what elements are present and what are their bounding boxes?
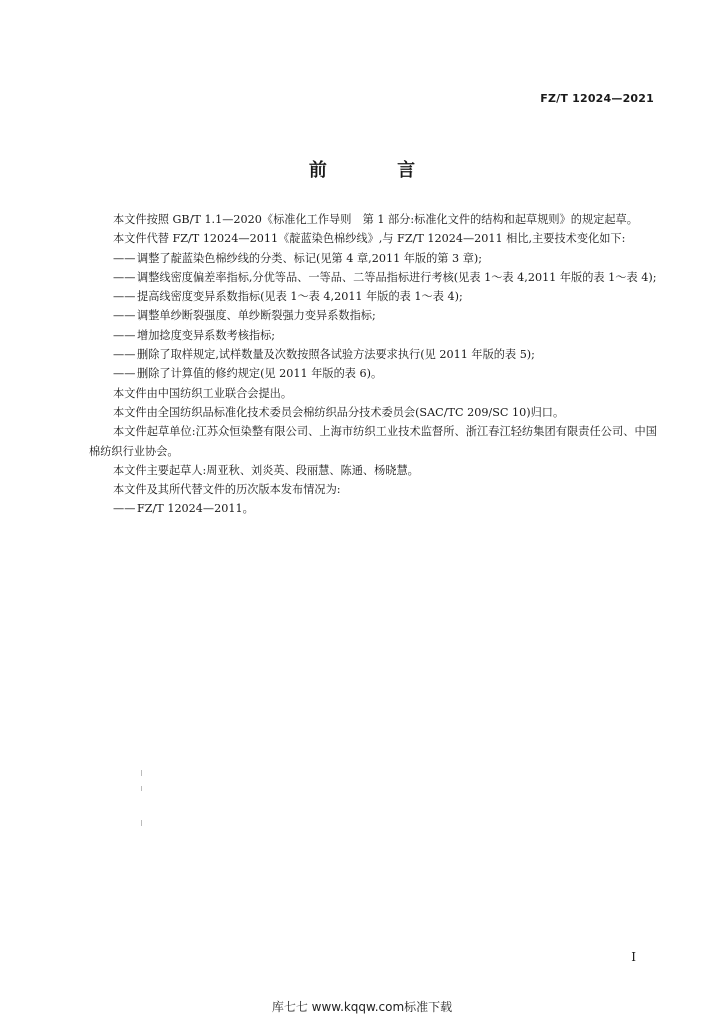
scan-artifact: [141, 820, 142, 826]
paragraph-committee: 本文件由全国纺织品标准化技术委员会棉纺织品分技术委员会(SAC/TC 209/SC 10)归口。: [113, 405, 565, 419]
history-item: [89, 499, 657, 518]
dash-marker: ——: [113, 367, 136, 381]
change-item: [89, 326, 657, 345]
paragraph-history-intro: 本文件及其所代替文件的历次版本发布情况为:: [113, 483, 341, 497]
change-item-text: 增加捻度变异系数考核指标;: [137, 328, 276, 342]
change-item-text: 删除了取样规定,试样数量及次数按照各试验方法要求执行(见 2011 年版的表 5);: [137, 348, 535, 362]
document-code: FZ/T 12024—2021: [540, 92, 654, 105]
page-title: 前 言: [308, 160, 448, 181]
history-item-text: FZ/T 12024—2011。: [137, 502, 254, 516]
dash-marker: ——: [113, 348, 136, 362]
dash-marker: ——: [113, 251, 136, 265]
change-item: [89, 287, 657, 306]
change-item: [89, 306, 657, 325]
foreword-body: [89, 210, 657, 519]
dash-marker: ——: [113, 309, 136, 323]
paragraph-drafting-rules: 本文件按照 GB/T 1.1—2020《标准化工作导则 第 1 部分:标准化文件的结构和起草规则》的规定起草。: [113, 213, 638, 226]
scan-artifact: [141, 786, 142, 791]
change-item-text: 删除了计算值的修约规定(见 2011 年版的表 6)。: [137, 367, 383, 381]
page-number: I: [631, 950, 636, 964]
scan-artifact: [141, 770, 142, 776]
change-item: [89, 364, 657, 383]
dash-marker: ——: [113, 290, 136, 304]
change-item: [89, 268, 657, 287]
paragraph-drafters: 本文件主要起草人:周亚秋、刘炎英、段丽慧、陈通、杨晓慧。: [113, 463, 419, 477]
footer-watermark: 库七七 www.kqqw.com标准下载: [271, 1000, 453, 1014]
change-item-text: 提高线密度变异系数指标(见表 1～表 4,2011 年版的表 1～表 4);: [137, 290, 463, 304]
change-item-text: 调整线密度偏差率指标,分优等品、一等品、二等品指标进行考核(见表 1～表 4,2011 年版的表 1～表 4);: [137, 270, 657, 284]
paragraph-replacement: 本文件代替 FZ/T 12024—2011《靛蓝染色棉纱线》,与 FZ/T 12024—2011 相比,主要技术变化如下:: [113, 232, 626, 246]
dash-marker: ——: [113, 328, 136, 342]
paragraph-drafting-units: 本文件起草单位:江苏众恒染整有限公司、上海市纺织工业技术监督所、浙江春江轻纺集团有限责任公司、中国棉纺织行业协会。: [89, 425, 657, 458]
change-item: [89, 249, 657, 268]
change-item-text: 调整单纱断裂强度、单纱断裂强力变异系数指标;: [137, 309, 376, 323]
change-item-text: 调整了靛蓝染色棉纱线的分类、标记(见第 4 章,2011 年版的第 3 章);: [137, 251, 483, 265]
dash-marker: ——: [113, 270, 136, 284]
change-item: [89, 345, 657, 364]
dash-marker: ——: [113, 502, 136, 516]
paragraph-proposer: 本文件由中国纺织工业联合会提出。: [113, 386, 293, 400]
